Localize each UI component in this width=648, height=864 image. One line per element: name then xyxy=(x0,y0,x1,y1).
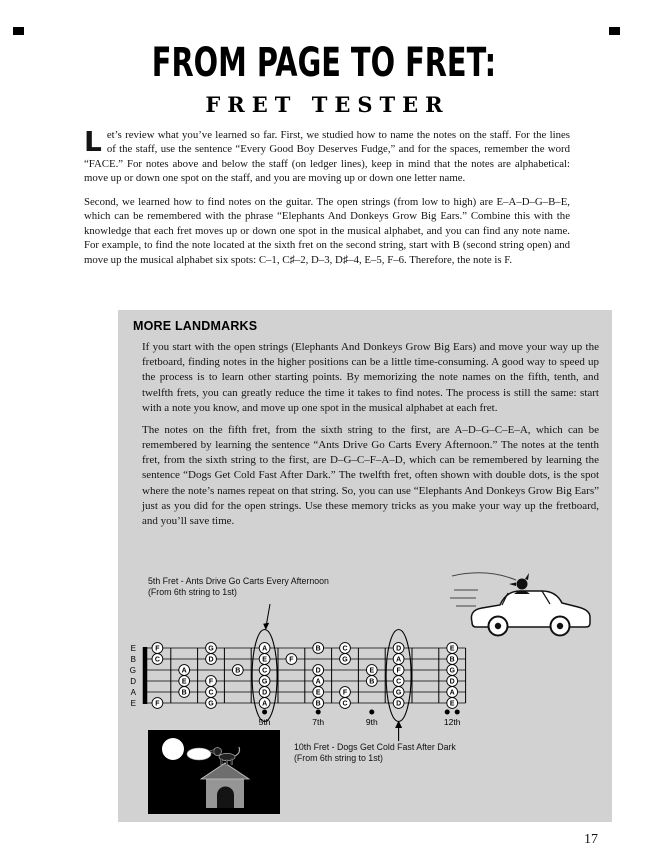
box-heading: MORE LANDMARKS xyxy=(133,319,258,333)
note-name: F xyxy=(155,645,160,653)
note-name: C xyxy=(342,700,348,708)
page-subtitle: FRET TESTER xyxy=(205,92,450,117)
note-name: G xyxy=(208,645,214,653)
note-name: B xyxy=(235,667,241,675)
note-name: D xyxy=(315,667,321,675)
string-label: A xyxy=(130,688,136,697)
note-name: F xyxy=(289,656,294,664)
page-title: FROM PAGE TO FRET: xyxy=(151,40,497,86)
annotation-pointer-line xyxy=(267,604,271,624)
note-name: C xyxy=(154,656,160,664)
note-name: E xyxy=(449,700,455,708)
string-label: D xyxy=(130,677,136,686)
note-name: D xyxy=(396,645,402,653)
note-name: C xyxy=(208,689,214,697)
fret-marker-dot xyxy=(262,710,267,715)
note-name: F xyxy=(342,689,348,697)
annotation-10th-fret-line2: (From 6th string to 1st) xyxy=(294,753,383,764)
note-name: A xyxy=(315,678,321,686)
note-name: E xyxy=(449,645,455,653)
page-number: 17 xyxy=(584,832,598,847)
arrowhead-up-icon xyxy=(395,721,402,729)
note-name: B xyxy=(315,645,321,653)
note-name: E xyxy=(315,689,321,697)
note-name: A xyxy=(449,689,455,697)
intro-section xyxy=(84,125,570,267)
note-name: G xyxy=(261,678,268,686)
note-name: E xyxy=(369,667,375,675)
annotation-5th-fret xyxy=(148,576,329,599)
note-name: B xyxy=(449,656,455,664)
fret-marker-dot xyxy=(369,710,374,715)
note-name: G xyxy=(395,689,402,697)
note-name: D xyxy=(396,700,402,708)
moon-icon xyxy=(162,738,184,760)
annotation-5th-fret-line1: 5th Fret - Ants Drive Go Carts Every Afternoon xyxy=(148,576,329,586)
speech-bubble-icon xyxy=(187,748,211,760)
fret-marker-label: 12th xyxy=(443,717,461,727)
note-name: D xyxy=(208,656,214,664)
note-name: A xyxy=(396,656,402,664)
note-name: F xyxy=(208,678,214,686)
annotation-10th-fret xyxy=(294,742,456,765)
note-name: A xyxy=(181,667,187,675)
note-name: E xyxy=(262,656,267,664)
string-label: E xyxy=(130,644,136,653)
note-name: G xyxy=(342,656,348,664)
note-name: F xyxy=(396,667,401,675)
note-name: F xyxy=(155,700,160,708)
box-paragraph-1: If you start with the open strings (Elephants And Donkeys Grow Big Ears) and move your way up the fretboard, finding notes in the higher positions can be a little time-consuming. A good way to speed up the process is to learn other starting points. By memorizing the note names on the fifth, tenth, and twelfth frets, you can greatly reduce the time it takes to find notes. The process is still the same: start with a note you know, and move up one spot in the musical alphabet at each fret. xyxy=(142,341,599,414)
fretboard-diagram xyxy=(118,604,612,744)
note-name: B xyxy=(181,689,187,697)
note-name: D xyxy=(262,689,268,697)
note-name: C xyxy=(396,678,402,686)
note-name: G xyxy=(449,667,455,675)
fret-marker-dot xyxy=(445,710,450,715)
fret-marker-dot xyxy=(316,710,321,715)
string-label: E xyxy=(130,699,136,708)
string-label: G xyxy=(129,666,136,675)
note-name: D xyxy=(449,678,455,686)
intro-paragraph-1 xyxy=(84,125,570,186)
note-name: E xyxy=(181,678,187,686)
note-name: B xyxy=(369,678,375,686)
annotation-5th-fret-line2: (From 6th string to 1st) xyxy=(148,587,237,598)
more-landmarks-box xyxy=(118,310,612,822)
intro-paragraph-1-text: et’s review what you’ve learned so far. First, we studied how to name the notes on the staff. For the lines of the staff, use the sentence “Every Good Boy Deserves Fudge,” and for the spaces, remember the word “FACE.” For notes above and below the staff (on ledger lines), keep in mind that the notes are alphabetical: move up or down one spot on the staff, and you are moving up or down one letter name. xyxy=(84,129,570,185)
corner-mark-left-icon xyxy=(13,27,24,35)
string-label: B xyxy=(130,655,136,664)
note-name: A xyxy=(262,700,268,708)
note-name: C xyxy=(262,667,268,675)
arrowhead-down-icon xyxy=(263,623,269,630)
note-name: B xyxy=(315,700,321,708)
drop-cap: L xyxy=(84,125,102,158)
annotation-10th-fret-line1: 10th Fret - Dogs Get Cold Fast After Dark xyxy=(294,742,456,752)
fret-marker-label: 5th xyxy=(258,717,271,727)
fret-marker-label: 7th xyxy=(312,717,325,727)
box-paragraph-2: The notes on the fifth fret, from the sixth string to the first, are A–D–G–C–E–A, which can be remembered by learning the sentence “Ants Drive Go Carts Every Afternoon.” The notes at the tenth fret, from the sixth string to the first, are D–G–C–F–A–D, which can be remembered by learning the sentence “Dogs Get Cold Fast After Dark.” The twelfth fret, often shown with double dots, is the spot where the note’s names repeat on that string. So, you can use “Elephants And Donkeys Grow Big Ears” just as you did for the open strings. Use these memory tricks as you make your way up the fretboard, and you’ll save time. xyxy=(142,423,599,527)
fret-marker-dot xyxy=(455,710,460,715)
note-name: G xyxy=(208,700,214,708)
note-name: C xyxy=(342,645,348,653)
fret-marker-label: 9th xyxy=(365,717,378,727)
corner-mark-right-icon xyxy=(609,27,620,35)
intro-paragraph-2: Second, we learned how to find notes on the guitar. The open strings (from low to high) are E–A–D–G–B–E, which can be remembered with the phrase “Elephants And Donkeys Grow Big Ears.” Combine this with the knowledge that each fret moves up or down one spot in the musical alphabet, and you can find any note name. For example, to find the note located at the sixth fret on the second string, start with B (second string open) and move up the musical alphabet six spots: C–1, C♯–2, D–3, D♯–4, E–5, F–6. Therefore, the note is F. xyxy=(84,195,570,266)
night-scene-cartoon xyxy=(148,730,280,814)
note-name: A xyxy=(262,645,268,653)
